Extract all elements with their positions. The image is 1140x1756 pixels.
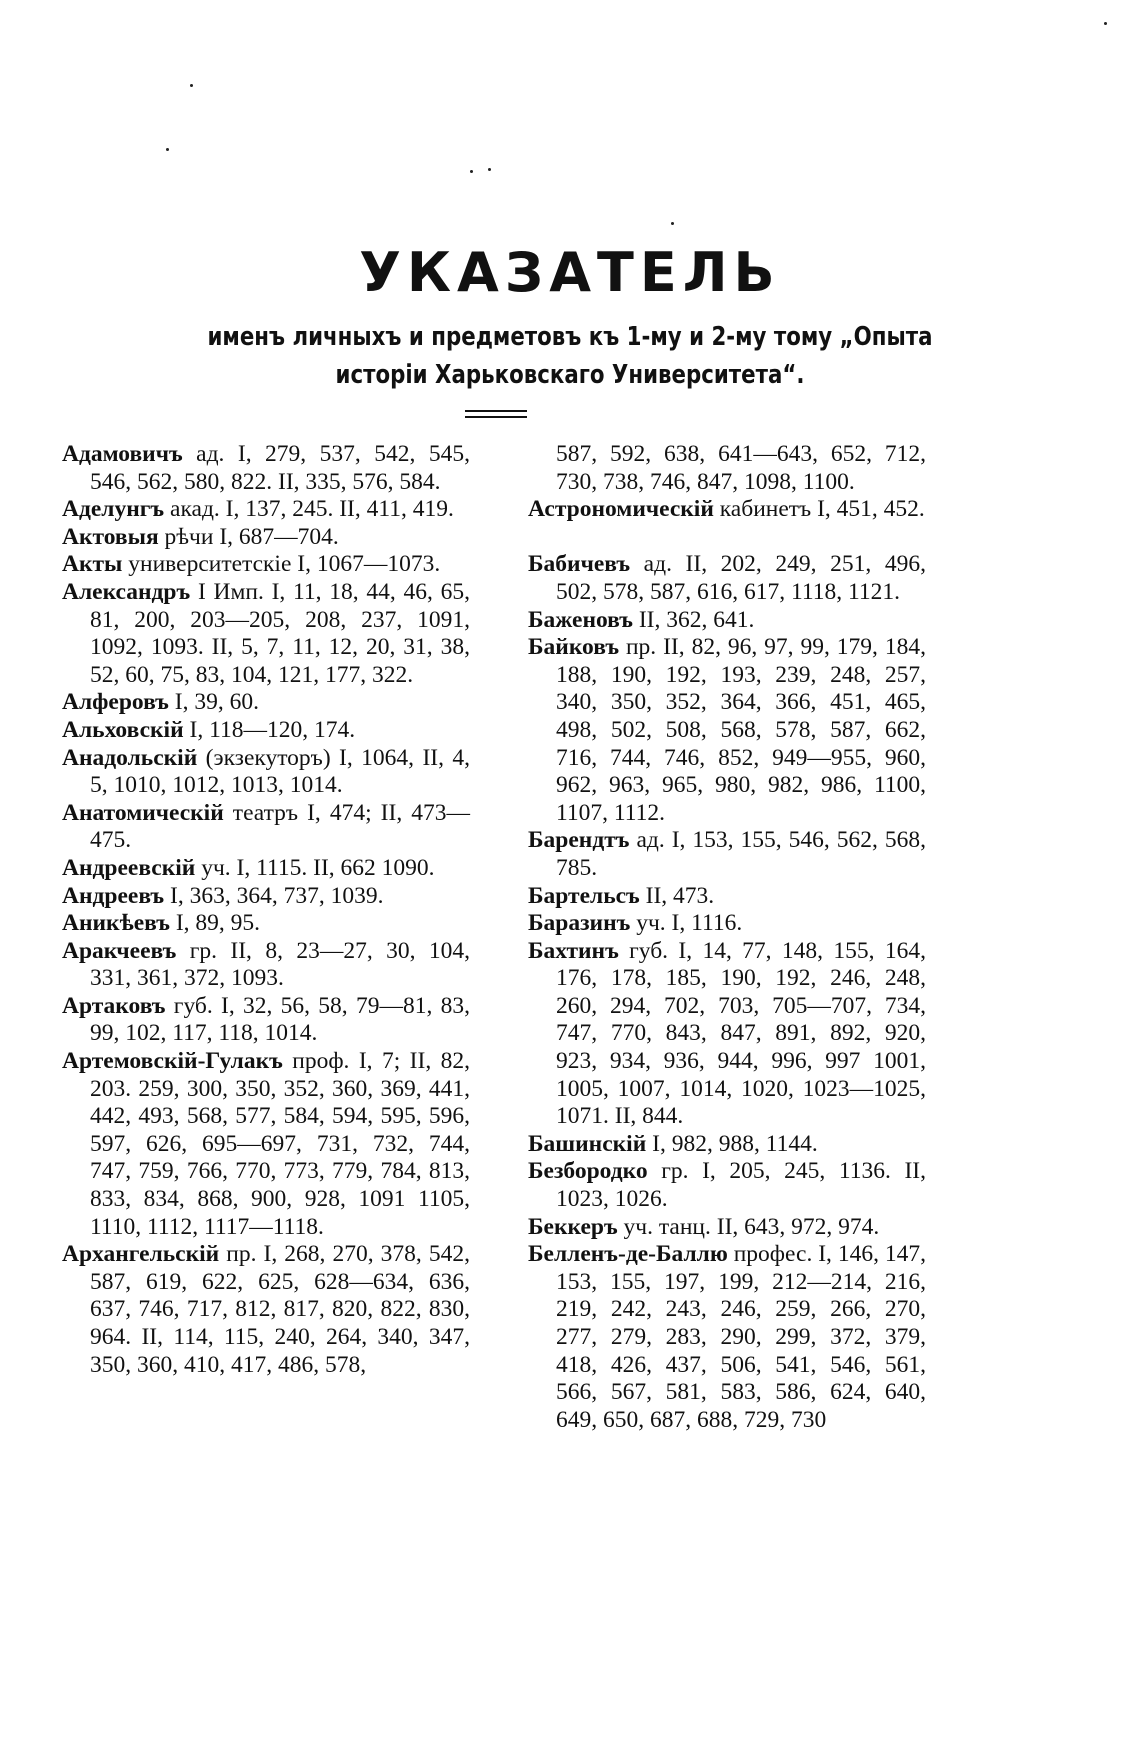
- index-entry-references: II, 362, 641.: [632, 606, 755, 633]
- index-entry-name: Артаковъ: [62, 992, 166, 1019]
- index-entry-name: Анатомическій: [62, 799, 224, 826]
- index-entry-references: ад. II, 202, 249, 251, 496, 502, 578, 587, 616, 617, 1118, 1121.: [556, 551, 926, 605]
- index-entry-references: рѣчи I, 687—704.: [158, 523, 339, 550]
- index-entry-references: губ. I, 14, 77, 148, 155, 164, 176, 178, 185, 190, 192, 246, 248, 260, 294, 702, 703, 705—707, 734, 747, 770, 843, 847, 891, 892, 920, 923, 934, 936, 944, 996, 997 1001, 1005, 1007, 1014, 1020, 1023—1025, 1071. II, 844.: [556, 937, 926, 1130]
- index-entry-name: Анадольскій: [62, 744, 198, 771]
- index-entry: [62, 717, 470, 745]
- index-entry: [62, 855, 470, 883]
- index-entry: [62, 441, 470, 496]
- index-entry-references: I, 363, 364, 737, 1039.: [164, 882, 384, 909]
- index-entry-name: Барендтъ: [528, 827, 630, 854]
- index-entry-references: пр. II, 82, 96, 97, 99, 179, 184, 188, 190, 192, 193, 239, 248, 257, 340, 350, 352, 364, 366, 451, 465, 498, 502, 508, 568, 578, 587, 662, 716, 744, 746, 852, 949—955, 960, 962, 963, 965, 980, 982, 986, 1100, 1107, 1112.: [556, 634, 926, 826]
- index-entry: [528, 1214, 926, 1242]
- index-entry-references: уч. I, 1115. II, 662 1090.: [195, 854, 435, 881]
- index-entry: [528, 883, 926, 911]
- index-entry-references: университетскіе I, 1067—1073.: [122, 551, 441, 578]
- index-entry-references: кабинетъ I, 451, 452.: [713, 496, 925, 523]
- index-entry-name: Беккеръ: [528, 1213, 618, 1240]
- index-entry-references: I, 89, 95.: [169, 910, 261, 937]
- print-speck: [488, 168, 491, 171]
- index-entry: [528, 634, 926, 827]
- index-entry: [62, 883, 470, 911]
- index-column-right: [528, 441, 926, 1434]
- index-entry-name: Аракчеевъ: [62, 937, 177, 964]
- index-entry: [528, 1158, 926, 1213]
- index-entry-references: II, 473.: [639, 882, 715, 909]
- index-entry-name: Безбородко: [528, 1158, 648, 1185]
- print-speck: [671, 222, 674, 225]
- index-entry-name: Аделунгъ: [62, 496, 165, 523]
- subtitle-line-1: именъ личныхъ и предметовъ къ 1-му и 2-му тому „Опыта: [207, 322, 933, 352]
- index-entry: [62, 745, 470, 800]
- index-entry: [62, 496, 470, 524]
- page-subtitle: [168, 318, 972, 394]
- subtitle-line-2: исторіи Харьковскаго Университета“.: [335, 360, 805, 390]
- index-entry-references: губ. I, 32, 56, 58, 79—81, 83, 99, 102, 117, 118, 1014.: [90, 992, 470, 1047]
- index-entry-name: Андреевскій: [62, 854, 196, 881]
- index-entry-name: Бартельсъ: [528, 882, 640, 909]
- index-entry-references: театръ I, 474; II, 473—475.: [90, 799, 470, 854]
- index-entry-references: I, 118—120, 174.: [183, 716, 356, 743]
- index-entry-name: Адамовичъ: [62, 441, 183, 467]
- index-entry-references: I, 39, 60.: [168, 689, 259, 716]
- index-entry-references: гр. I, 205, 245, 1136. II, 1023, 1026.: [556, 1158, 926, 1213]
- index-column-left: [62, 441, 470, 1379]
- index-entry-references: уч. I, 1116.: [630, 910, 743, 937]
- index-entry-references: проф. I, 7; II, 82, 203. 259, 300, 350, 352, 360, 369, 441, 442, 493, 568, 577, 584, 594, 595, 596, 597, 626, 695—697, 731, 732, 744, 747, 759, 766, 770, 773, 779, 784, 813, 833, 834, 868, 900, 928, 1091 1105, 1110, 1112, 1117—1118.: [90, 1048, 470, 1240]
- index-entry: [62, 1048, 470, 1241]
- index-entry-references: уч. танц. II, 643, 972, 974.: [617, 1213, 880, 1240]
- index-entry-name: Актовыя: [62, 523, 159, 550]
- index-entry-name: Байковъ: [528, 634, 620, 661]
- index-entry-name: Архангельскій: [62, 1241, 220, 1268]
- index-entry: [528, 496, 926, 524]
- index-entry-name: Александръ: [62, 578, 191, 605]
- print-speck: [190, 84, 193, 87]
- index-entry-name: Бахтинъ: [528, 937, 619, 964]
- index-entry-references: I Имп. I, 11, 18, 44, 46, 65, 81, 200, 203—205, 208, 237, 1091, 1092, 1093. II, 5, 7, 11, 12, 20, 31, 38, 52, 60, 75, 83, 104, 121, 177, 322.: [90, 578, 470, 688]
- index-entry: [528, 1131, 926, 1159]
- index-entry-name: Баженовъ: [528, 606, 633, 633]
- index-entry-references: (экзекуторъ) I, 1064, II, 4, 5, 1010, 1012, 1013, 1014.: [90, 744, 470, 799]
- index-entry-name: Альховскій: [62, 716, 184, 743]
- page-title: УКАЗАТЕЛЬ: [359, 241, 781, 304]
- print-speck: [166, 148, 169, 151]
- index-entry-name: Астрономическій: [528, 496, 714, 523]
- title-divider: [465, 410, 527, 418]
- index-entry-name: Акты: [62, 551, 123, 578]
- index-entry-references: гр. II, 8, 23—27, 30, 104, 331, 361, 372, 1093.: [90, 937, 470, 992]
- index-entry: [528, 1241, 926, 1434]
- index-entry: [528, 910, 926, 938]
- index-entry: [62, 938, 470, 993]
- index-entry: [62, 579, 470, 689]
- index-entry-references: I, 982, 988, 1144.: [646, 1130, 818, 1157]
- print-speck: [470, 170, 473, 173]
- index-entry-references: 587, 592, 638, 641—643, 652, 712, 730, 738, 746, 847, 1098, 1100.: [556, 441, 926, 495]
- index-entry-name: Башинскій: [528, 1130, 647, 1157]
- index-entry: [62, 551, 470, 579]
- index-entry-name: Андреевъ: [62, 882, 165, 909]
- index-entry: [62, 910, 470, 938]
- index-entry-references: профес. I, 146, 147, 153, 155, 197, 199, 212—214, 216, 219, 242, 243, 246, 259, 266, 270, 277, 279, 283, 290, 299, 372, 379, 418, 426, 437, 506, 541, 546, 561, 566, 567, 581, 583, 586, 624, 640, 649, 650, 687, 688, 729, 730: [556, 1241, 926, 1433]
- index-entry: [528, 551, 926, 606]
- index-entry: [528, 441, 926, 496]
- index-entry-name: Белленъ-де-Баллю: [528, 1241, 728, 1268]
- index-entry: [528, 827, 926, 882]
- index-entry: [62, 524, 470, 552]
- index-entry-references: пр. I, 268, 270, 378, 542, 587, 619, 622, 625, 628—634, 636, 637, 746, 717, 812, 817, 820, 822, 830, 964. II, 114, 115, 240, 264, 340, 347, 350, 360, 410, 417, 486, 578,: [90, 1241, 470, 1378]
- index-entry-name: Алферовъ: [62, 689, 169, 716]
- print-speck: [1104, 22, 1107, 25]
- index-entry-references: акад. I, 137, 245. II, 411, 419.: [164, 496, 454, 523]
- index-entry-name: Артемовскій-Гулакъ: [62, 1048, 283, 1075]
- index-entry-name: Бабичевъ: [528, 551, 631, 578]
- index-entry-name: Аникѣевъ: [62, 910, 170, 937]
- index-entry: [62, 1241, 470, 1379]
- index-entry-name: Баразинъ: [528, 910, 631, 937]
- index-entry-references: ад. I, 279, 537, 542, 545, 546, 562, 580, 822. II, 335, 576, 584.: [90, 441, 470, 495]
- index-entry: [528, 938, 926, 1131]
- index-entry: [62, 800, 470, 855]
- index-entry: [62, 689, 470, 717]
- index-entry-references: ад. I, 153, 155, 546, 562, 568, 785.: [556, 827, 926, 881]
- index-entry: [528, 607, 926, 635]
- index-entry: [62, 993, 470, 1048]
